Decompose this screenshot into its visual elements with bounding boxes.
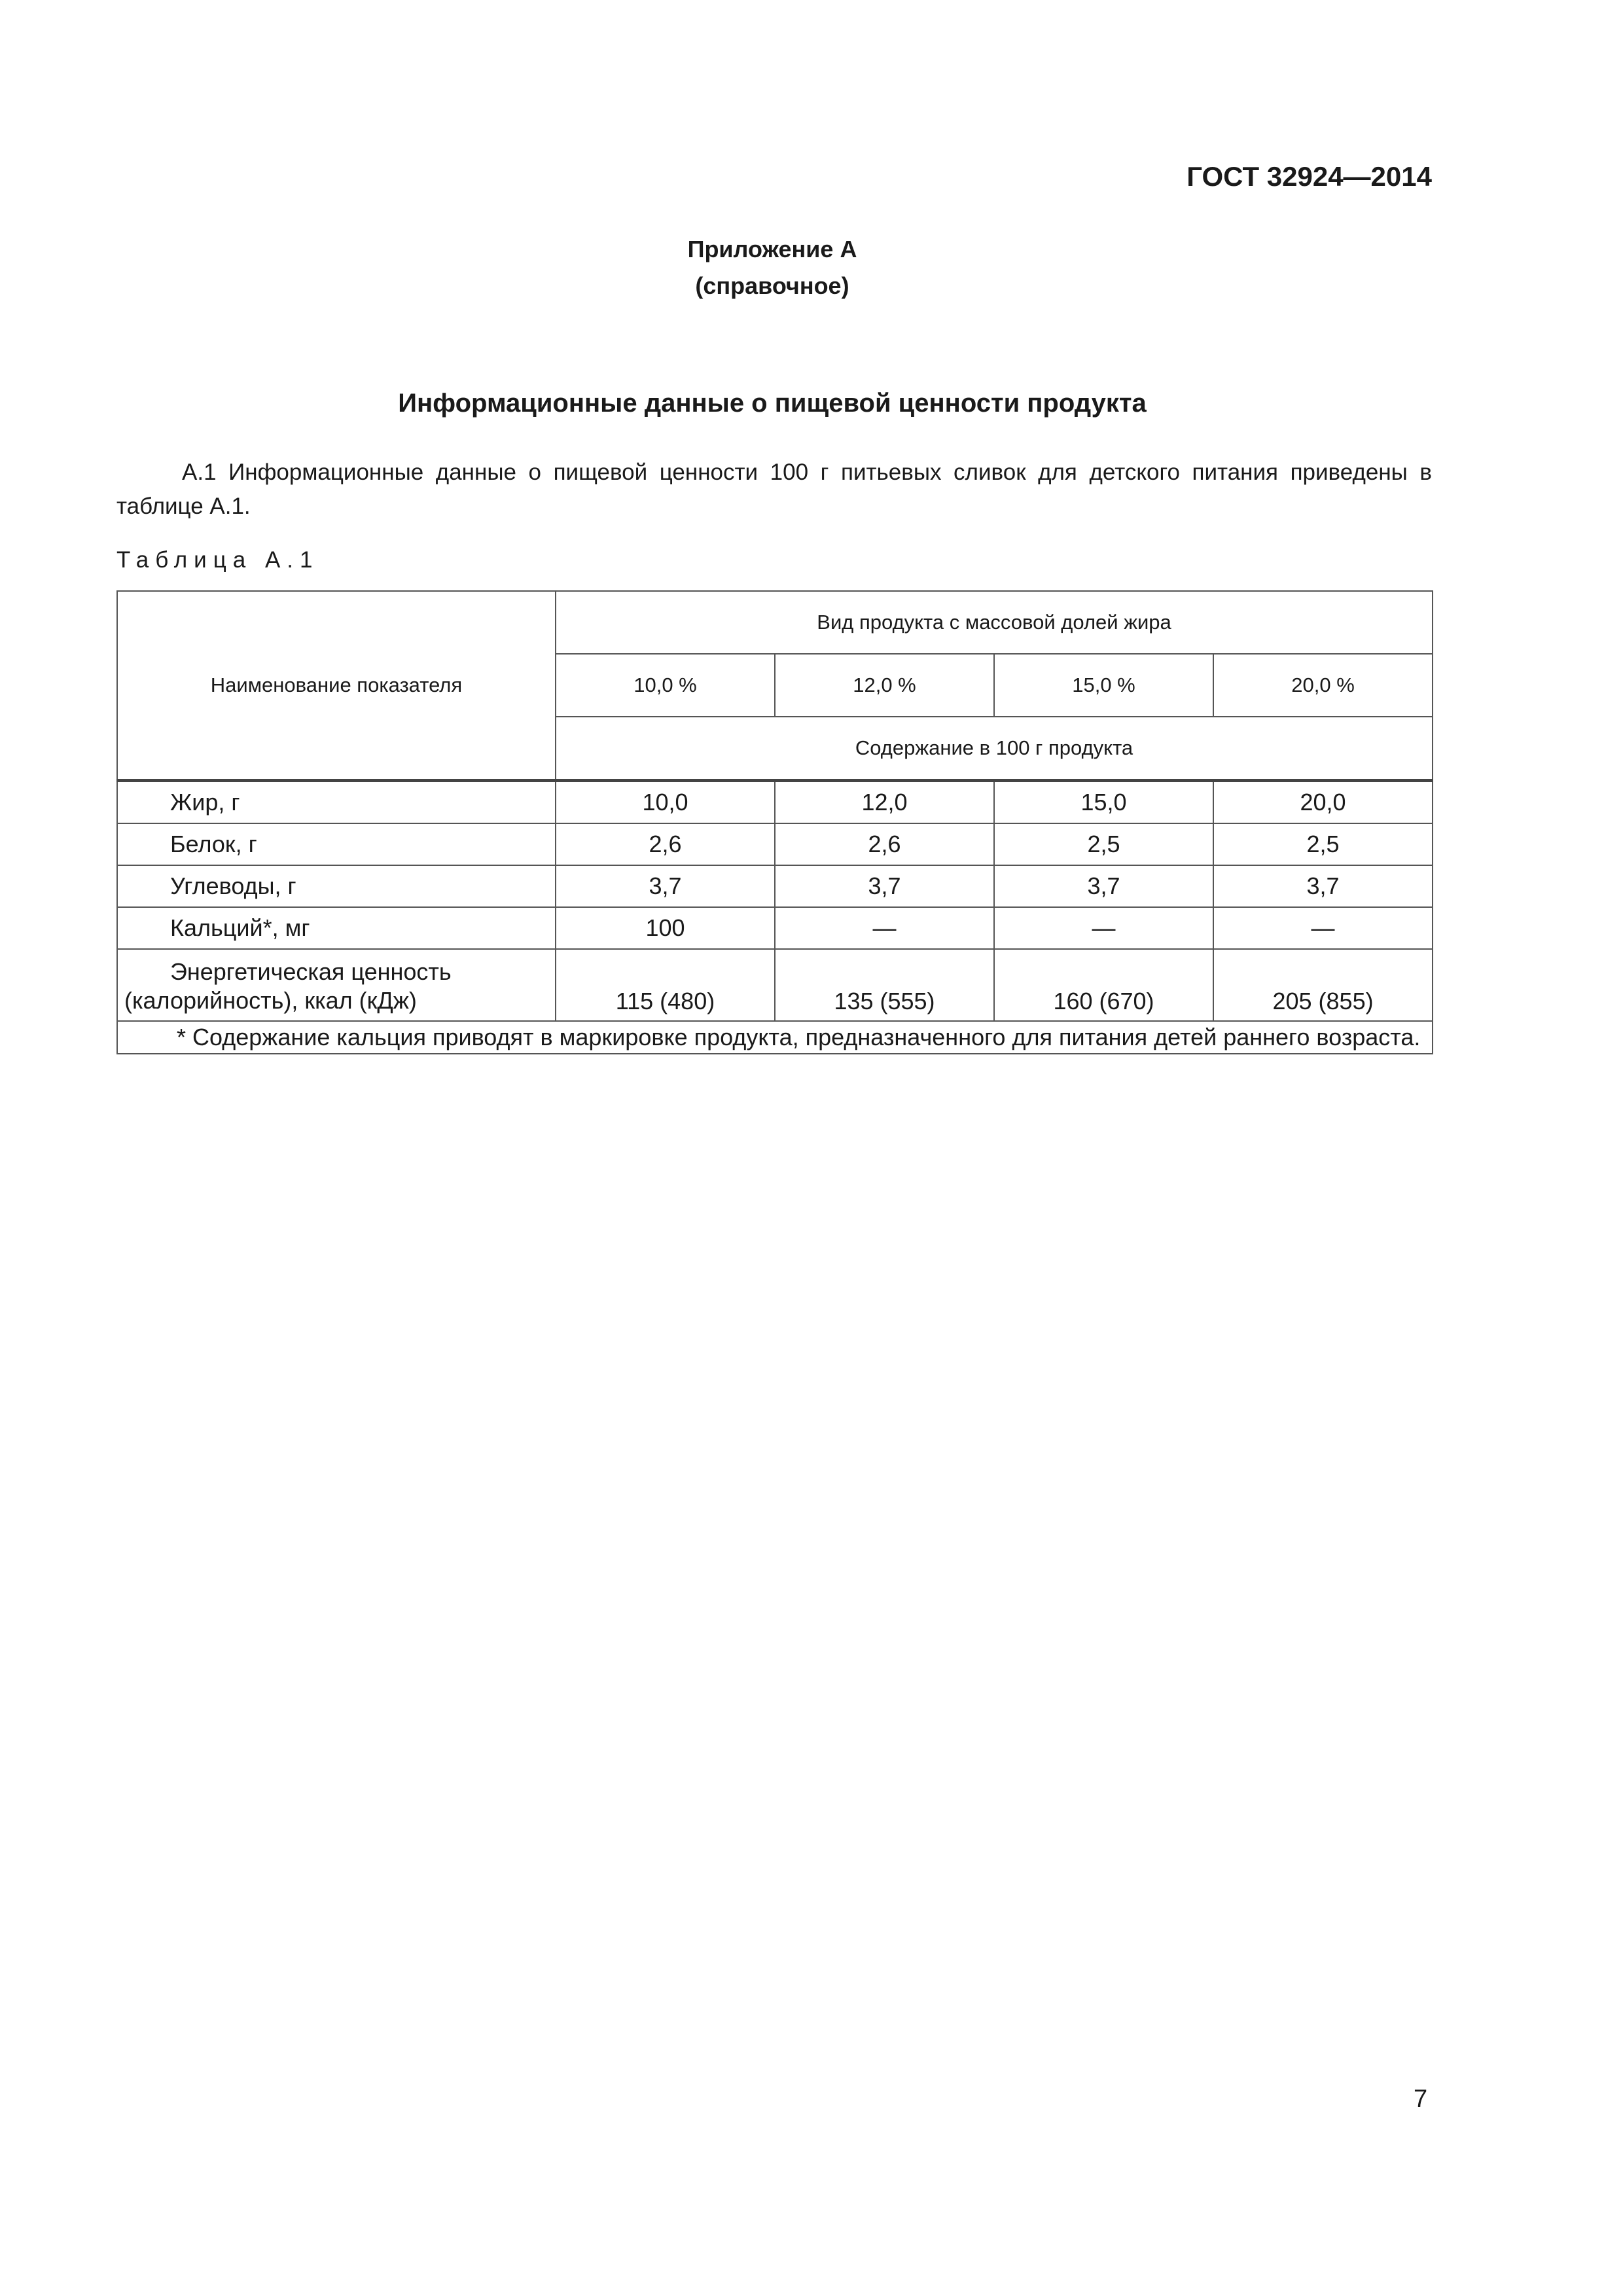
table-cell: 20,0 xyxy=(1213,781,1433,824)
table-cell: 205 (855) xyxy=(1213,949,1433,1021)
row-label: Кальций*, мг xyxy=(117,907,556,949)
table-cell: 160 (670) xyxy=(994,949,1213,1021)
table-cell: 115 (480) xyxy=(556,949,775,1021)
column-header: 10,0 % xyxy=(556,654,775,717)
table-row xyxy=(117,865,1433,907)
table-cell: 100 xyxy=(556,907,775,949)
appendix-status: (справочное) xyxy=(695,272,849,299)
row-label: Жир, г xyxy=(117,781,556,824)
table-footnote: * Содержание кальция приводят в маркировке продукта, предназначенного для питания детей раннего возраста. xyxy=(117,1021,1433,1054)
content-header: Содержание в 100 г продукта xyxy=(556,717,1433,781)
group-header: Вид продукта с массовой долей жира xyxy=(556,591,1433,654)
table-caption: Таблица А.1 xyxy=(116,547,319,573)
table-row xyxy=(117,949,1433,1021)
intro-paragraph xyxy=(116,456,1432,524)
appendix-title: Приложение А xyxy=(687,236,857,262)
table-cell: — xyxy=(1213,907,1433,949)
row-label: Белок, г xyxy=(117,823,556,865)
table-cell: 3,7 xyxy=(994,865,1213,907)
appendix-header xyxy=(0,231,1544,304)
column-header: 20,0 % xyxy=(1213,654,1433,717)
table-cell: 3,7 xyxy=(1213,865,1433,907)
intro-paragraph-text: А.1 Информационные данные о пищевой ценности 100 г питьевых сливок для детского питания приведены в таблице А.1. xyxy=(116,459,1432,519)
table-row xyxy=(117,823,1433,865)
table-row xyxy=(117,781,1433,824)
name-column-header: Наименование показателя xyxy=(117,591,556,781)
table-cell: 3,7 xyxy=(556,865,775,907)
table-row xyxy=(117,907,1433,949)
table-cell: 135 (555) xyxy=(775,949,994,1021)
row-label: Углеводы, г xyxy=(117,865,556,907)
table-cell: 15,0 xyxy=(994,781,1213,824)
standard-number: ГОСТ 32924—2014 xyxy=(1186,161,1432,192)
nutrition-table xyxy=(116,590,1433,1054)
table-cell: 3,7 xyxy=(775,865,994,907)
section-heading: Информационные данные о пищевой ценности продукта xyxy=(398,389,1147,418)
row-label: Энергетическая ценность (калорийность), ккал (кДж) xyxy=(117,949,556,1021)
page-number: 7 xyxy=(1414,2085,1428,2113)
table-cell: 2,5 xyxy=(994,823,1213,865)
table-cell: 10,0 xyxy=(556,781,775,824)
table-cell: 12,0 xyxy=(775,781,994,824)
table-cell: — xyxy=(994,907,1213,949)
table-cell: — xyxy=(775,907,994,949)
column-header: 12,0 % xyxy=(775,654,994,717)
table-cell: 2,6 xyxy=(775,823,994,865)
table-cell: 2,5 xyxy=(1213,823,1433,865)
column-header: 15,0 % xyxy=(994,654,1213,717)
table-cell: 2,6 xyxy=(556,823,775,865)
